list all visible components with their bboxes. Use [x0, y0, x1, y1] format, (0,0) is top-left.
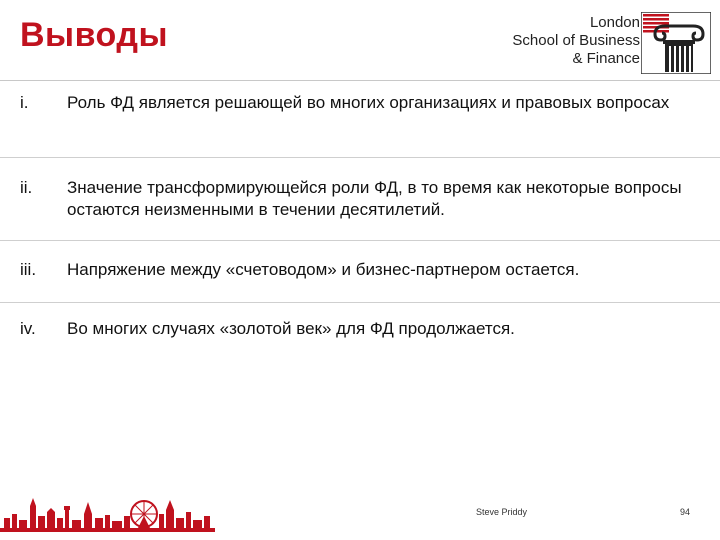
- row-divider: [0, 157, 720, 158]
- item-text: Напряжение между «счетоводом» и бизнес-партнером остается.: [67, 260, 580, 279]
- row-divider: [0, 302, 720, 303]
- footer-author: Steve Priddy: [476, 507, 528, 517]
- item-number: ii.: [20, 178, 33, 197]
- title-divider: [0, 80, 720, 81]
- logo-text: [512, 14, 640, 68]
- item-text: Во многих случаях «золотой век» для ФД продолжается.: [67, 319, 515, 338]
- school-logo: [505, 12, 710, 74]
- item-number: iv.: [20, 319, 36, 338]
- item-text: Значение трансформирующейся роли ФД, в то время как некоторые вопросы остаются неизменными в течении десятилетий.: [67, 178, 682, 219]
- logo-line-2: School of Business: [512, 32, 640, 49]
- column-capital-icon: [641, 12, 711, 74]
- item-text: Роль ФД является решающей во многих организациях и правовых вопросах: [67, 93, 670, 112]
- item-number: iii.: [20, 260, 37, 279]
- item-number: i.: [20, 93, 29, 112]
- page-number: 94: [680, 507, 691, 517]
- page-title: Выводы: [20, 16, 168, 54]
- row-divider: [0, 240, 720, 241]
- logo-line-3: & Finance: [572, 50, 640, 67]
- logo-line-1: London: [589, 14, 640, 31]
- london-skyline-icon: [0, 488, 215, 532]
